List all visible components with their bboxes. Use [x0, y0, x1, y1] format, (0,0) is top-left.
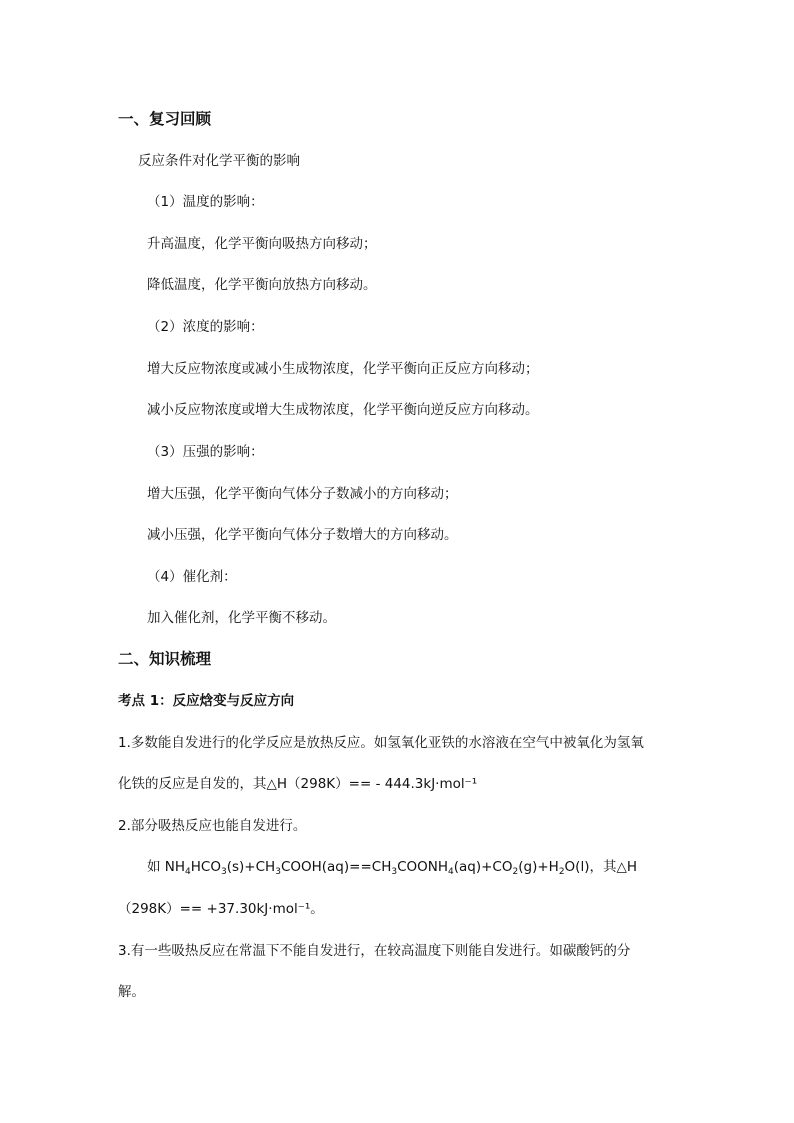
- temp-heading: （1）温度的影响：: [147, 194, 264, 210]
- pressure-line-1: 增大压强，化学平衡向气体分子数减小的方向移动；: [147, 486, 458, 502]
- eq-sub: 3: [391, 867, 398, 877]
- catalyst-heading: （4）催化剂：: [147, 569, 237, 585]
- conc-heading: （2）浓度的影响：: [147, 319, 264, 335]
- eq-part: HCO: [190, 859, 221, 875]
- p2-equation: [147, 858, 637, 876]
- eq-sub: 2: [558, 867, 565, 877]
- conc-line-2: 减小反应物浓度或增大生成物浓度，化学平衡向逆反应方向移动。: [147, 402, 539, 418]
- conc-line-1: 增大反应物浓度或减小生成物浓度，化学平衡向正反应方向移动；: [147, 361, 539, 377]
- topic1-heading: 考点 1：反应焓变与反应方向: [118, 693, 295, 709]
- eq-part: 如 NH: [147, 859, 186, 875]
- eq-sub: 4: [185, 867, 191, 877]
- section1-intro: 反应条件对化学平衡的影响: [138, 153, 300, 169]
- catalyst-line-1: 加入催化剂，化学平衡不移动。: [147, 610, 336, 626]
- p1-line-1: 1.多数能自发进行的化学反应是放热反应。如氢氧化亚铁的水溶液在空气中被氧化为氢氧: [118, 735, 644, 751]
- p3-line-1: 3.有一些吸热反应在常温下不能自发进行，在较高温度下则能自发进行。如碳酸钙的分: [118, 943, 631, 959]
- eq-part: O(l)，其△H: [564, 859, 637, 875]
- eq-sub: 2: [512, 867, 519, 877]
- temp-line-2: 降低温度，化学平衡向放热方向移动。: [147, 277, 377, 293]
- section2-title: 二、知识梳理: [118, 650, 212, 668]
- p3-line-2: 解。: [118, 984, 145, 1000]
- section1-title: 一、复习回顾: [118, 110, 212, 128]
- pressure-heading: （3）压强的影响：: [147, 444, 264, 460]
- eq-sub: 3: [275, 867, 281, 877]
- eq-sub: 3: [221, 867, 227, 877]
- p2-line-2: （298K）== +37.30kJ·mol⁻¹。: [118, 901, 324, 917]
- p2-title: 2.部分吸热反应也能自发进行。: [118, 818, 307, 834]
- temp-line-1: 升高温度，化学平衡向吸热方向移动；: [147, 236, 377, 252]
- p1-line-2: 化铁的反应是自发的，其△H（298K）== - 444.3kJ·mol⁻¹: [118, 776, 478, 792]
- eq-sub: 4: [448, 867, 454, 877]
- pressure-line-2: 减小压强，化学平衡向气体分子数增大的方向移动。: [147, 527, 458, 543]
- eq-part: (g)+H: [518, 859, 559, 875]
- eq-part: (s)+CH: [226, 859, 276, 875]
- eq-part: COOH(aq)==CH: [280, 859, 392, 875]
- eq-part: (aq)+CO: [453, 859, 513, 875]
- eq-part: COONH: [397, 859, 449, 875]
